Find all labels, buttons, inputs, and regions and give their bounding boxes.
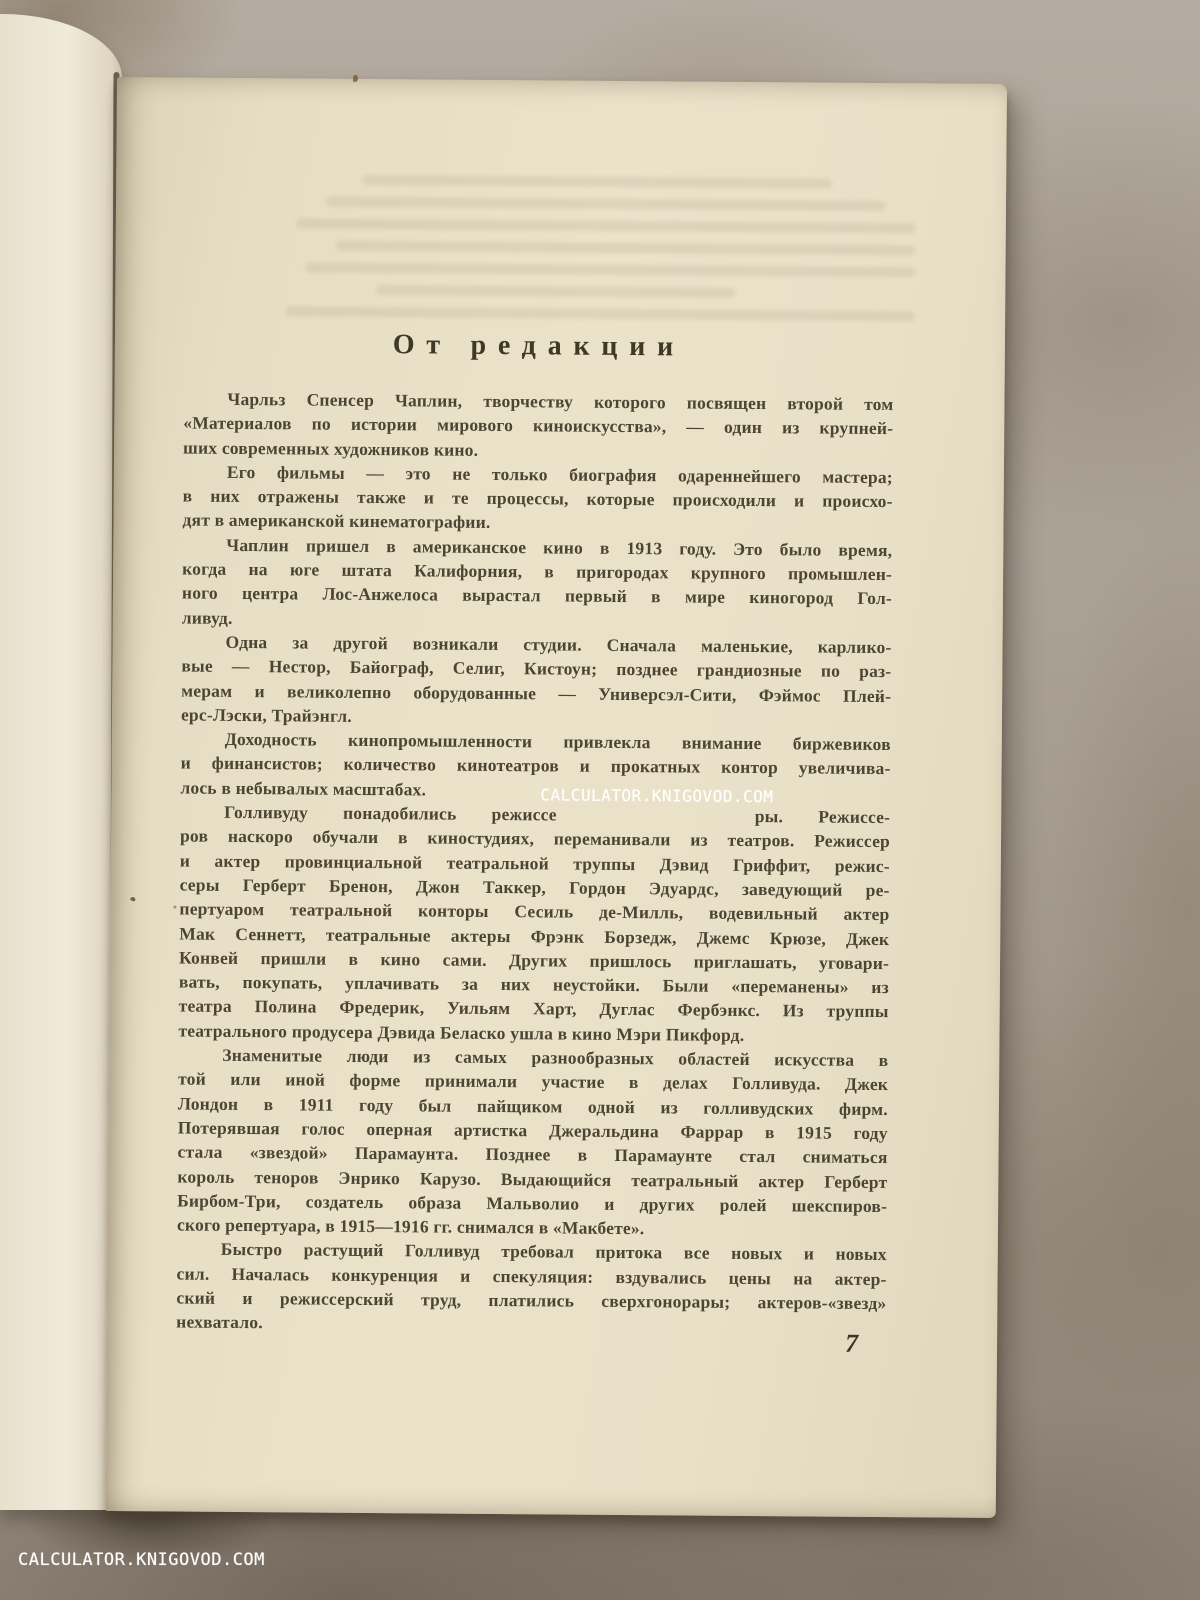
- ghost-line: [375, 285, 735, 298]
- paragraph: [182, 532, 893, 635]
- watermark-bottom: CALCULATOR.KNIGOVOD.COM: [18, 1550, 265, 1570]
- text-line: Его фильмы — это не только биография одареннейшего мастера;: [226, 461, 893, 487]
- ink-speck: [173, 905, 176, 908]
- page-number: 7: [844, 1328, 859, 1358]
- book-page: [106, 77, 1007, 1518]
- text-line: театрального продусера Дэвида Беласко ушла в кино Мэри Пикфорд.: [178, 1020, 745, 1045]
- ink-speck: [130, 896, 136, 902]
- text-line: лось в небывалых масштабах.: [180, 777, 427, 800]
- paragraph: [177, 1043, 889, 1243]
- text-line: вать, покупать, уплачивать за них неустойки. Были «переманены» из: [178, 971, 889, 998]
- text-line: и финансистов; количество кинотеатров и прокатных контор увеличива-: [180, 752, 891, 779]
- text-line: Чаплин пришел в американское кино в 1913 году. Это было время,: [226, 534, 893, 560]
- text-line: Потерявшая голос оперная артистка Джеральдина Фаррар в 1915 году: [177, 1117, 888, 1143]
- paragraph: [182, 459, 893, 537]
- paragraph: [183, 387, 894, 465]
- text-line: дят в американской кинематографии.: [182, 510, 491, 533]
- ghost-line: [362, 175, 832, 189]
- watermark-overlay: CALCULATOR.KNIGOVOD.COM: [540, 785, 774, 807]
- text-line: ерс-Лэски, Трайэнгл.: [180, 704, 352, 726]
- page-title: От редакции: [392, 329, 686, 363]
- text-line: вые — Нестор, Байограф, Селиг, Кистоун; позднее грандиозные по раз-: [181, 655, 892, 682]
- text-line: ного центра Лос-Анжелоса вырастал первый в мире киногород Гол-: [181, 582, 893, 609]
- text-line: Голливуду понадобились режиссе ры. Режиссе-: [224, 801, 891, 828]
- text-line: Одна за другой возникали студии. Сначала маленькие, карлико-: [225, 631, 892, 658]
- text-line: когда на юге штата Калифорния, в пригородах крупного промышлен-: [182, 558, 893, 585]
- text-line: «Материалов по истории мирового киноискусства», — один из крупней-: [183, 412, 894, 439]
- ghost-line: [305, 262, 915, 277]
- text-line: театра Полина Фредерик, Уильям Харт, Дуглас Фербэнкс. Из труппы: [178, 995, 889, 1022]
- text-line: Доходность кинопромышленности привлекла внимание биржевиков: [224, 729, 891, 755]
- text-block: [176, 387, 893, 1340]
- ghost-line: [296, 218, 916, 233]
- text-line: пертуаром театральной конторы Сесиль де-Милль, водевильный актер: [179, 898, 890, 925]
- book-page-edge-stack: [0, 14, 122, 1510]
- text-line: в них отражены также и те процессы, которые происходили и происхо-: [182, 485, 893, 512]
- text-line: и актер провинциальной театральной труппы Дэвид Гриффит, режис-: [179, 850, 890, 876]
- paragraph: [178, 800, 890, 1049]
- text-line: ского репертуара, в 1915—1916 гг. снимался в «Макбете».: [176, 1214, 645, 1239]
- text-line: мерам и великолепно оборудованные — Универсэл-Сити, Фэймос Плей-: [181, 680, 892, 706]
- paragraph: [176, 1237, 887, 1340]
- ghost-line: [326, 197, 886, 211]
- text-line: король теноров Энрико Карузо. Выдающийся театральный актер Герберт: [177, 1166, 888, 1192]
- text-line: ский и режиссерский труд, платились сверхгонорары; актеров-«звезд»: [176, 1287, 887, 1314]
- text-line: Чарльз Спенсер Чаплин, творчеству которого посвящен второй том: [227, 388, 894, 415]
- text-line: ших современных художников кино.: [183, 437, 479, 460]
- paragraph: [180, 727, 891, 805]
- text-line: Быстро растущий Голливуд требовал притока все новых и новых: [220, 1239, 887, 1265]
- text-line: ливуд.: [181, 607, 233, 628]
- text-line: Бирбом-Три, создатель образа Мальволио и других ролей шекспиров-: [177, 1190, 888, 1216]
- text-line: Знаменитые люди из самых разнообразных областей искусства в: [222, 1044, 889, 1071]
- text-line: серы Герберт Бренон, Джон Таккер, Гордон Эдуардс, заведующий ре-: [179, 874, 890, 901]
- paragraph: [181, 629, 892, 732]
- text-line: Мак Сеннетт, театральные актеры Фрэнк Борзедж, Джемс Крюзе, Джек: [179, 923, 890, 949]
- ink-speck: [353, 75, 358, 82]
- text-line: Лондон в 1911 году был пайщиком одной из голливудских фирм.: [177, 1093, 888, 1119]
- text-line: стала «звездой» Парамаунта. Позднее в Парамаунте стал сниматься: [177, 1141, 888, 1168]
- ghost-line: [285, 306, 915, 321]
- text-line: той или иной форме принимали участие в делах Голливуда. Джек: [178, 1068, 889, 1095]
- text-line: сил. Началась конкуренция и спекуляция: вздувались цены на актер-: [176, 1263, 887, 1289]
- text-line: ров наскоро обучали в киностудиях, переманивали из театров. Режиссер: [179, 825, 891, 852]
- ghost-line: [336, 241, 916, 256]
- text-line: Конвей пришли в кино сами. Других пришлось приглашать, уговари-: [179, 947, 890, 973]
- text-line: нехватало.: [176, 1311, 263, 1333]
- show-through-text: [265, 174, 926, 333]
